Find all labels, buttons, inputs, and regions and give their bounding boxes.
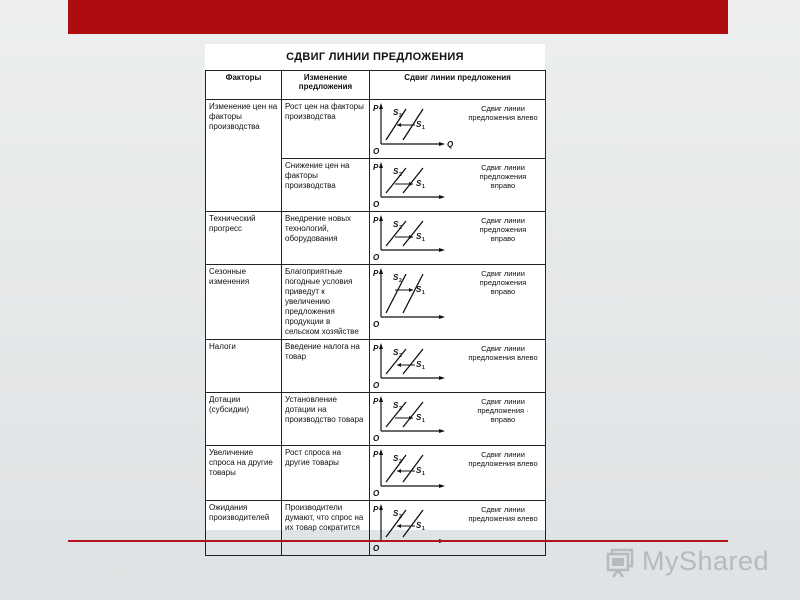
table-row (206, 501, 546, 556)
logo-text: MyShared (642, 546, 770, 576)
x-axis-arrow-icon (439, 376, 445, 380)
y-axis-arrow-icon (379, 215, 383, 221)
x-axis-arrow-icon (439, 248, 445, 252)
curve-subscript-1: 1 (422, 237, 425, 243)
y-axis-arrow-icon (379, 268, 383, 274)
supply-shift-graph (373, 448, 468, 498)
factor-cell (206, 159, 282, 212)
shift-arrow-left-icon (397, 524, 401, 528)
curve-subscript-2: 2 (399, 353, 402, 359)
axis-label-o: O (373, 544, 380, 553)
curve-label-s2: S (393, 167, 399, 176)
table-row (206, 159, 546, 212)
axis-label-p: P (373, 450, 379, 459)
curve-label-s2: S (393, 273, 399, 282)
table-header-row (206, 71, 546, 100)
axis-label-o: O (373, 489, 380, 498)
header-factors: Факторы (206, 71, 282, 100)
curve-subscript-2: 2 (399, 459, 402, 465)
supply-shift-graph (373, 214, 468, 262)
curve-subscript-2: 2 (399, 278, 402, 284)
shift-arrow-left-icon (397, 363, 401, 367)
curve-subscript-1: 1 (422, 290, 425, 296)
shift-description: Сдвиг линии предложения · вправо (477, 397, 529, 424)
curve-label-s2: S (393, 509, 399, 518)
y-axis-arrow-icon (379, 396, 383, 402)
change-cell: Введение налога на товар (282, 340, 370, 393)
shift-arrow-right-icon (409, 288, 413, 292)
factor-cell: Дотации (субсидии) (206, 393, 282, 446)
supply-shift-graph (373, 267, 468, 329)
factor-cell: Технический прогресс (206, 212, 282, 265)
presentation-board-icon (606, 548, 636, 578)
change-cell: Снижение цен на факторы производства (282, 159, 370, 212)
change-cell: Установление дотации на производство товара (282, 393, 370, 446)
table-row (206, 100, 546, 159)
axis-label-p: P (373, 163, 379, 172)
curve-label-s1: S (416, 285, 422, 294)
axis-label-p: P (373, 397, 379, 406)
shift-cell (370, 212, 546, 265)
axis-label-o: O (373, 320, 380, 329)
curve-label-s1: S (416, 413, 422, 422)
curve-label-s1: S (416, 232, 422, 241)
shift-description: Сдвиг линии предложения влево (468, 104, 538, 122)
curve-subscript-1: 1 (422, 471, 425, 477)
x-axis-arrow-icon (439, 429, 445, 433)
axis-label-o: O (373, 147, 380, 156)
y-axis-arrow-icon (379, 162, 383, 168)
axis-label-p: P (373, 216, 379, 225)
y-axis-arrow-icon (379, 343, 383, 349)
x-axis-arrow-icon (439, 142, 445, 146)
curve-subscript-2: 2 (399, 113, 402, 119)
curve-subscript-2: 2 (399, 514, 402, 520)
axis-label-o: O (373, 434, 380, 443)
supply-shift-graph (373, 342, 468, 390)
shift-description: Сдвиг линии предложения вправо (479, 163, 527, 190)
curve-label-s1: S (416, 120, 422, 129)
shift-cell (370, 340, 546, 393)
shift-description: Сдвиг линии предложения вправо (479, 269, 527, 296)
curve-label-s2: S (393, 401, 399, 410)
axis-label-p: P (373, 269, 379, 278)
change-cell: Производители думают, что спрос на их товар сократится (282, 501, 370, 556)
curve-label-s2: S (393, 348, 399, 357)
shift-cell (370, 501, 546, 556)
shift-description: Сдвиг линии предложения влево (468, 505, 538, 523)
curve-subscript-1: 1 (422, 418, 425, 424)
shift-description: Сдвиг линии предложения влево (468, 450, 538, 468)
axis-label-o: O (373, 381, 380, 390)
shift-arrow-left-icon (397, 123, 401, 127)
change-cell: Рост цен на факторы производства (282, 100, 370, 159)
curve-subscript-1: 1 (422, 184, 425, 190)
curve-subscript-2: 2 (399, 172, 402, 178)
axis-label-q: Q (447, 140, 454, 149)
axis-label-p: P (373, 505, 379, 514)
change-cell: Внедрение новых технологий, оборудования (282, 212, 370, 265)
factor-cell: Изменение цен на факторы производства (206, 100, 282, 159)
page-title: СДВИГ ЛИНИИ ПРЕДЛОЖЕНИЯ (286, 51, 464, 63)
table-row (206, 265, 546, 340)
supply-shift-graph (373, 395, 468, 443)
x-axis-arrow-icon (439, 315, 445, 319)
axis-label-p: P (373, 104, 379, 113)
curve-subscript-1: 1 (422, 526, 425, 532)
header-shift: Сдвиг линии предложения (370, 71, 546, 100)
table-row (206, 393, 546, 446)
change-cell: Рост спроса на другие товары (282, 446, 370, 501)
axis-label-o: O (373, 200, 380, 209)
y-axis-arrow-icon (379, 504, 383, 510)
factor-cell: Увеличение спроса на другие товары (206, 446, 282, 501)
axis-label-p: P (373, 344, 379, 353)
header-change: Изменение предложения (282, 71, 370, 100)
top-accent-bar (68, 0, 728, 34)
curve-label-s2: S (393, 108, 399, 117)
x-axis-arrow-icon (439, 195, 445, 199)
factor-cell: Налоги (206, 340, 282, 393)
factor-cell: Сезонные изменения (206, 265, 282, 340)
supply-shift-graph (373, 161, 468, 209)
shift-cell (370, 265, 546, 340)
curve-label-s2: S (393, 220, 399, 229)
shift-cell (370, 446, 546, 501)
myshared-logo (606, 540, 770, 584)
change-cell: Благоприятные погодные условия приведут к увеличению предложения продукции в сельском хозяйстве (282, 265, 370, 340)
factor-cell: Ожидания производителей (206, 501, 282, 556)
table-row (206, 446, 546, 501)
shift-description: Сдвиг линии предложения вправо (479, 216, 527, 243)
curve-label-s1: S (416, 360, 422, 369)
curve-subscript-1: 1 (422, 365, 425, 371)
shift-cell (370, 159, 546, 212)
table-row (206, 212, 546, 265)
shift-cell (370, 393, 546, 446)
curve-label-s1: S (416, 466, 422, 475)
curve-label-s1: S (416, 521, 422, 530)
table-row (206, 340, 546, 393)
axis-label-o: O (373, 253, 380, 262)
scanned-table-sheet (205, 44, 545, 553)
curve-subscript-2: 2 (399, 406, 402, 412)
curve-subscript-1: 1 (422, 125, 425, 131)
shift-cell (370, 100, 546, 159)
curve-label-s2: S (393, 454, 399, 463)
supply-shift-graph (373, 503, 468, 553)
shift-description: Сдвиг линии предложения влево (468, 344, 538, 362)
y-axis-arrow-icon (379, 103, 383, 109)
curve-label-s1: S (416, 179, 422, 188)
supply-shift-table (205, 70, 546, 556)
x-axis-arrow-icon (439, 484, 445, 488)
supply-shift-graph (373, 102, 468, 156)
shift-arrow-left-icon (397, 469, 401, 473)
y-axis-arrow-icon (379, 449, 383, 455)
curve-subscript-2: 2 (399, 225, 402, 231)
